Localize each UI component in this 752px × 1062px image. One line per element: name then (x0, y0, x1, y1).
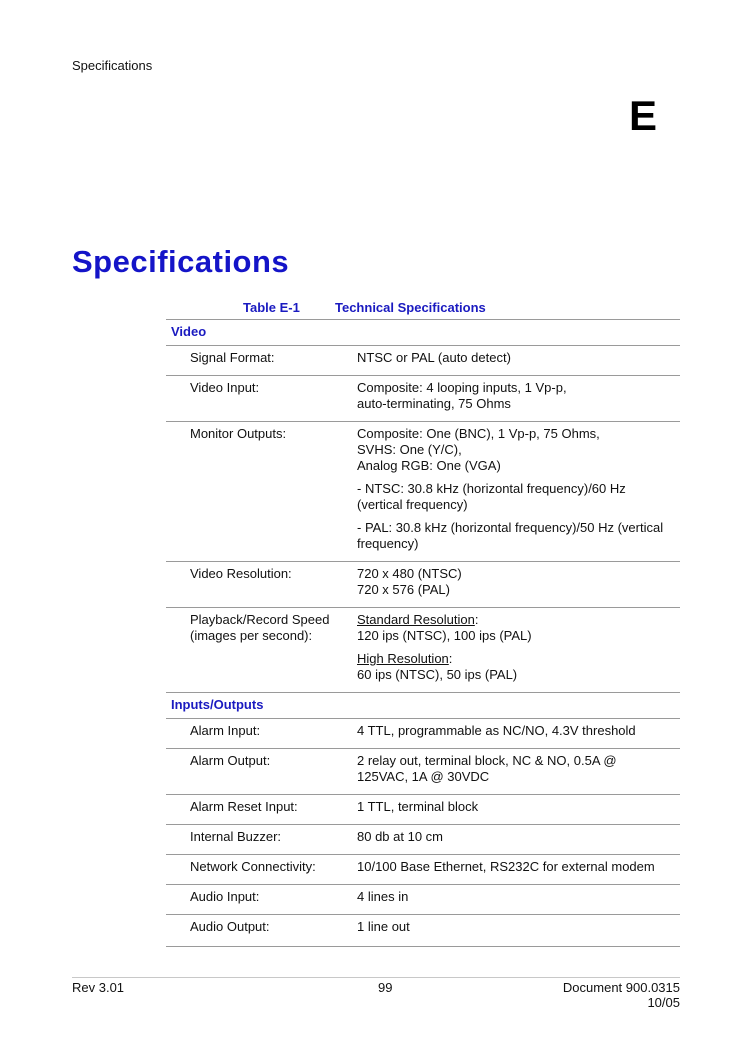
row-label: Network Connectivity: (190, 859, 316, 874)
standard-resolution-heading: Standard Resolution (357, 612, 475, 627)
row-value: 720 x 480 (NTSC) 720 x 576 (PAL) (357, 566, 462, 597)
table-title: Technical Specifications (335, 300, 486, 315)
table-row-alarm-input (166, 719, 680, 749)
footer-revision: Rev 3.01 (72, 980, 125, 995)
row-value: 1 line out (357, 919, 410, 934)
spec-table (166, 319, 680, 944)
table-number: Table E-1 (243, 300, 300, 315)
running-head: Specifications (72, 58, 153, 73)
table-row-audio-input (166, 885, 680, 915)
table-row-network (166, 855, 680, 885)
row-value: Standard Resolution: 120 ips (NTSC), 100 ips (PAL) High Resolution: 60 ips (NTSC), 50 ips (PAL) (357, 612, 532, 682)
row-label: Alarm Reset Input: (190, 799, 298, 814)
footer-page-number: 99 (378, 980, 393, 995)
row-label: Playback/Record Speed (images per second): (190, 612, 330, 643)
row-value: 80 db at 10 cm (357, 829, 443, 844)
row-label: Audio Input: (190, 889, 260, 904)
row-value: 1 TTL, terminal block (357, 799, 479, 814)
row-label: Alarm Output: (190, 753, 271, 768)
table-row-video-resolution (166, 562, 680, 608)
row-value: Composite: One (BNC), 1 Vp-p, 75 Ohms, SVHS: One (Y/C), Analog RGB: One (VGA) - NTSC: 30.8 kHz (horizontal frequency)/60 Hz (vertical frequency) - PAL: 30.8 kHz (horizontal frequency)/50 Hz (vertical frequency) (357, 426, 680, 552)
table-row-monitor-outputs (166, 422, 680, 562)
table-row-video-input (166, 376, 680, 422)
ntsc-frequency: - NTSC: 30.8 kHz (horizontal frequency)/60 Hz (vertical frequency) (357, 481, 626, 512)
row-label: Audio Output: (190, 919, 270, 934)
document-number: Document 900.0315 (562, 980, 680, 995)
table-row-alarm-output (166, 749, 680, 795)
table-row-audio-output (166, 915, 680, 944)
row-label: Video Input: (190, 380, 260, 395)
row-value: 2 relay out, terminal block, NC & NO, 0.5A @ 125VAC, 1A @ 30VDC (357, 753, 617, 784)
row-label: Alarm Input: (190, 723, 261, 738)
row-label: Video Resolution: (190, 566, 292, 581)
footer-rule (72, 977, 680, 978)
high-resolution-heading: High Resolution (357, 651, 449, 666)
section-heading-io: Inputs/Outputs (166, 693, 680, 719)
table-caption (243, 300, 486, 315)
row-label: Signal Format: (190, 350, 275, 365)
document-date: 10/05 (647, 995, 680, 1010)
section-heading-video: Video (166, 320, 680, 346)
table-row-internal-buzzer (166, 825, 680, 855)
row-value: Composite: 4 looping inputs, 1 Vp-p, auto-terminating, 75 Ohms (357, 380, 567, 411)
table-row-signal-format (166, 346, 680, 376)
page-title: Specifications (72, 244, 290, 279)
table-row-playback-speed (166, 608, 680, 693)
pal-frequency: - PAL: 30.8 kHz (horizontal frequency)/50 Hz (vertical frequency) (357, 520, 664, 551)
row-value: NTSC or PAL (auto detect) (357, 350, 511, 365)
row-value: 4 lines in (357, 889, 409, 904)
table-bottom-rule (166, 946, 680, 947)
row-value: 4 TTL, programmable as NC/NO, 4.3V threshold (357, 723, 636, 738)
table-row-alarm-reset (166, 795, 680, 825)
row-label: Monitor Outputs: (190, 426, 287, 441)
row-label: Internal Buzzer: (190, 829, 282, 844)
footer-document (563, 980, 680, 1010)
row-value: 10/100 Base Ethernet, RS232C for external modem (357, 859, 655, 874)
appendix-letter: E (629, 92, 658, 139)
